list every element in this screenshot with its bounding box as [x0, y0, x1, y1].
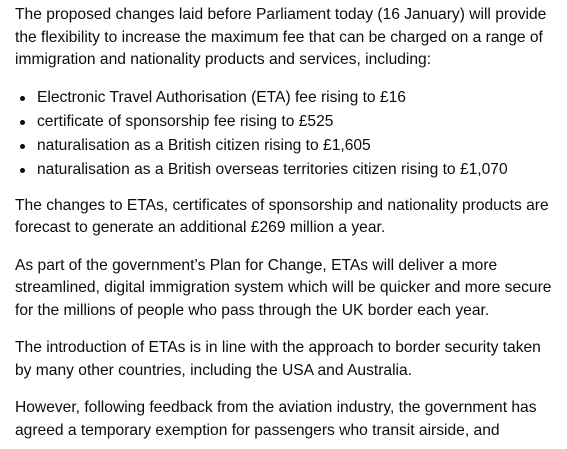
list-item-text: naturalisation as a British citizen rising to £1,605 — [37, 136, 371, 154]
eta-forecast-paragraph: The changes to ETAs, certificates of sponsorship and nationality products are forecast to generate an additional £269 million a year. — [15, 196, 549, 236]
list-item-text: certificate of sponsorship fee rising to £525 — [37, 112, 334, 130]
bullet-icon — [20, 120, 25, 125]
bullet-icon — [20, 96, 25, 101]
list-item-text: naturalisation as a British overseas territories citizen rising to £1,070 — [37, 160, 508, 178]
plan-for-change-paragraph: As part of the government’s Plan for Change, ETAs will deliver a more streamlined, digital immigration system which will be quicker and more secure for the millions of people who pass through the UK border each year. — [15, 256, 552, 319]
introduction-paragraph: The introduction of ETAs is in line with the approach to border security taken by many other countries, including the USA and Australia. — [15, 339, 541, 379]
fee-list — [15, 86, 559, 182]
list-item-text: Electronic Travel Authorisation (ETA) fee rising to £16 — [37, 88, 406, 106]
exemption-paragraph: However, following feedback from the aviation industry, the government has agreed a temporary exemption for passengers who transit airside, and — [15, 399, 537, 439]
intro-paragraph: The proposed changes laid before Parliament today (16 January) will provide the flexibility to increase the maximum fee that can be charged on a range of immigration and nationality products and services, including: — [15, 6, 547, 68]
list-item — [15, 134, 559, 158]
list-item — [15, 110, 559, 134]
bullet-icon — [20, 144, 25, 149]
list-item — [15, 86, 559, 110]
bullet-icon — [20, 168, 25, 173]
list-item — [15, 158, 559, 182]
